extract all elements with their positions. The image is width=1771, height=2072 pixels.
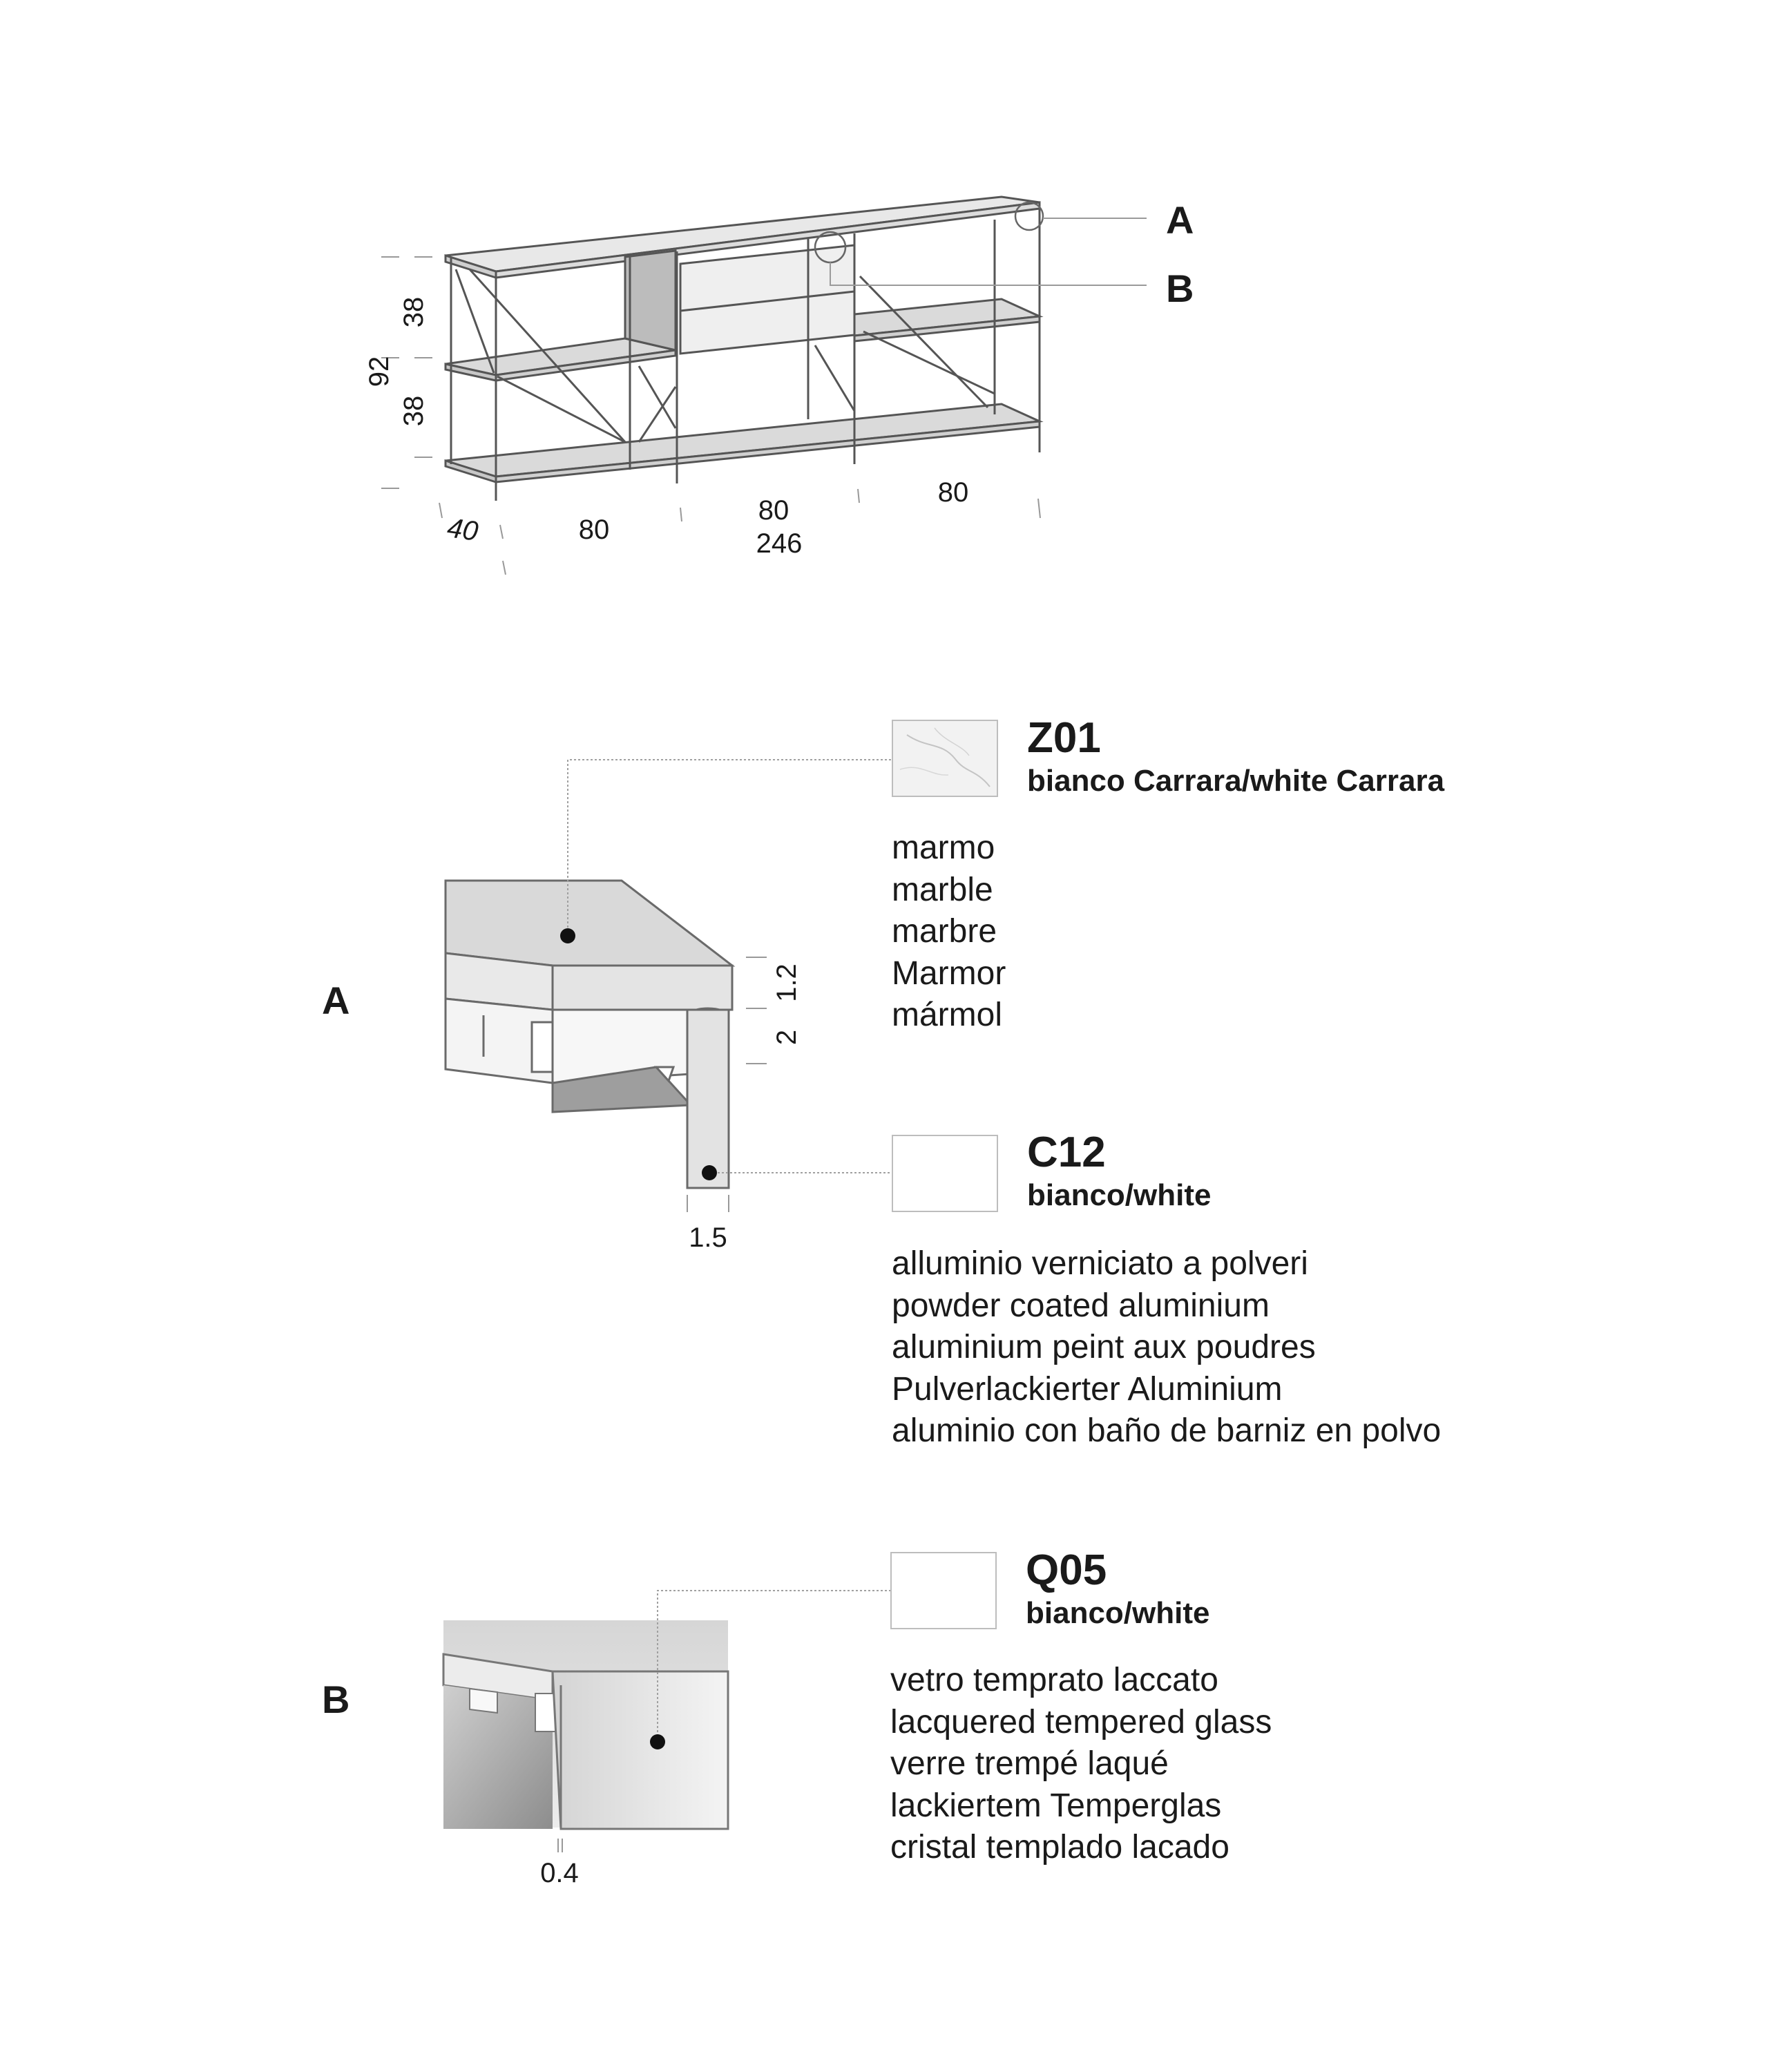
material-item: powder coated aluminium [892,1287,1270,1324]
callout-a-label: A [1166,198,1194,242]
finish-colour-c12: bianco/white [1027,1178,1212,1212]
dim-height-upper: 38 [399,296,429,328]
dim-glass-thickness: 0.4 [540,1858,579,1888]
glass-door-panel [553,1671,728,1829]
material-item: alluminio verniciato a polveri [892,1245,1308,1282]
material-item: cristal templado lacado [890,1829,1229,1865]
glass-cabinet [680,245,854,354]
leg-upright [687,1010,729,1188]
dim-width-total: 246 [756,528,803,559]
material-item: marbre [892,913,997,950]
material-item: aluminium peint aux poudres [892,1329,1316,1365]
dim-width-module-1: 80 [578,515,610,545]
detail-b-dimensions [558,1839,562,1852]
material-list-z01 [892,827,1006,1037]
marker-dot-aluminium [702,1165,717,1180]
material-item: marmo [892,829,995,866]
material-list-c12 [892,1243,1441,1452]
finish-colour-q05: bianco/white [1026,1596,1210,1630]
finish-code-c12: C12 [1027,1129,1106,1176]
dim-frame-height: 2 [772,1029,802,1046]
detail-a-label: A [322,979,350,1022]
finish-code-z01: Z01 [1027,714,1101,762]
callout-b-label: B [1166,267,1194,310]
shelf-overview [446,197,1043,501]
detail-b-drawing [443,1620,728,1829]
finish-colour-z01: bianco Carrara/white Carrara [1027,764,1445,798]
material-item: verre trempé laqué [890,1745,1169,1782]
detail-a-drawing [446,881,732,1188]
swatch-c12[interactable] [892,1135,998,1212]
dim-width-module-2: 80 [758,495,789,526]
material-item: Marmor [892,955,1006,992]
material-item: lackiertem Temperglas [890,1787,1222,1824]
dim-leg-width: 1.5 [689,1222,727,1253]
material-item: marble [892,871,993,908]
material-item: vetro temprato laccato [890,1662,1218,1698]
finish-code-q05: Q05 [1026,1546,1107,1594]
dim-top-thickness: 1.2 [772,963,802,1002]
swatch-q05[interactable] [890,1552,997,1629]
marble-top-edge [553,966,732,1010]
dim-height-total: 92 [364,356,394,387]
material-item: mármol [892,997,1003,1033]
material-item: Pulverlackierter Aluminium [892,1370,1283,1408]
marble-texture-icon [893,721,997,796]
material-item: aluminio con baño de barniz en polvo [892,1412,1442,1449]
dim-depth: 40 [445,512,480,548]
shelf-bottom [446,404,1040,477]
dim-width-module-3: 80 [937,477,969,508]
marker-dot-glass [650,1734,665,1749]
material-item: lacquered tempered glass [890,1703,1272,1740]
dim-height-lower: 38 [399,395,429,427]
marker-dot-marble [560,928,575,943]
material-list-q05 [890,1660,1272,1869]
marble-top-surface [446,881,732,966]
cabinet-side [625,251,676,350]
detail-b-label: B [322,1678,350,1721]
swatch-z01[interactable] [892,720,998,797]
